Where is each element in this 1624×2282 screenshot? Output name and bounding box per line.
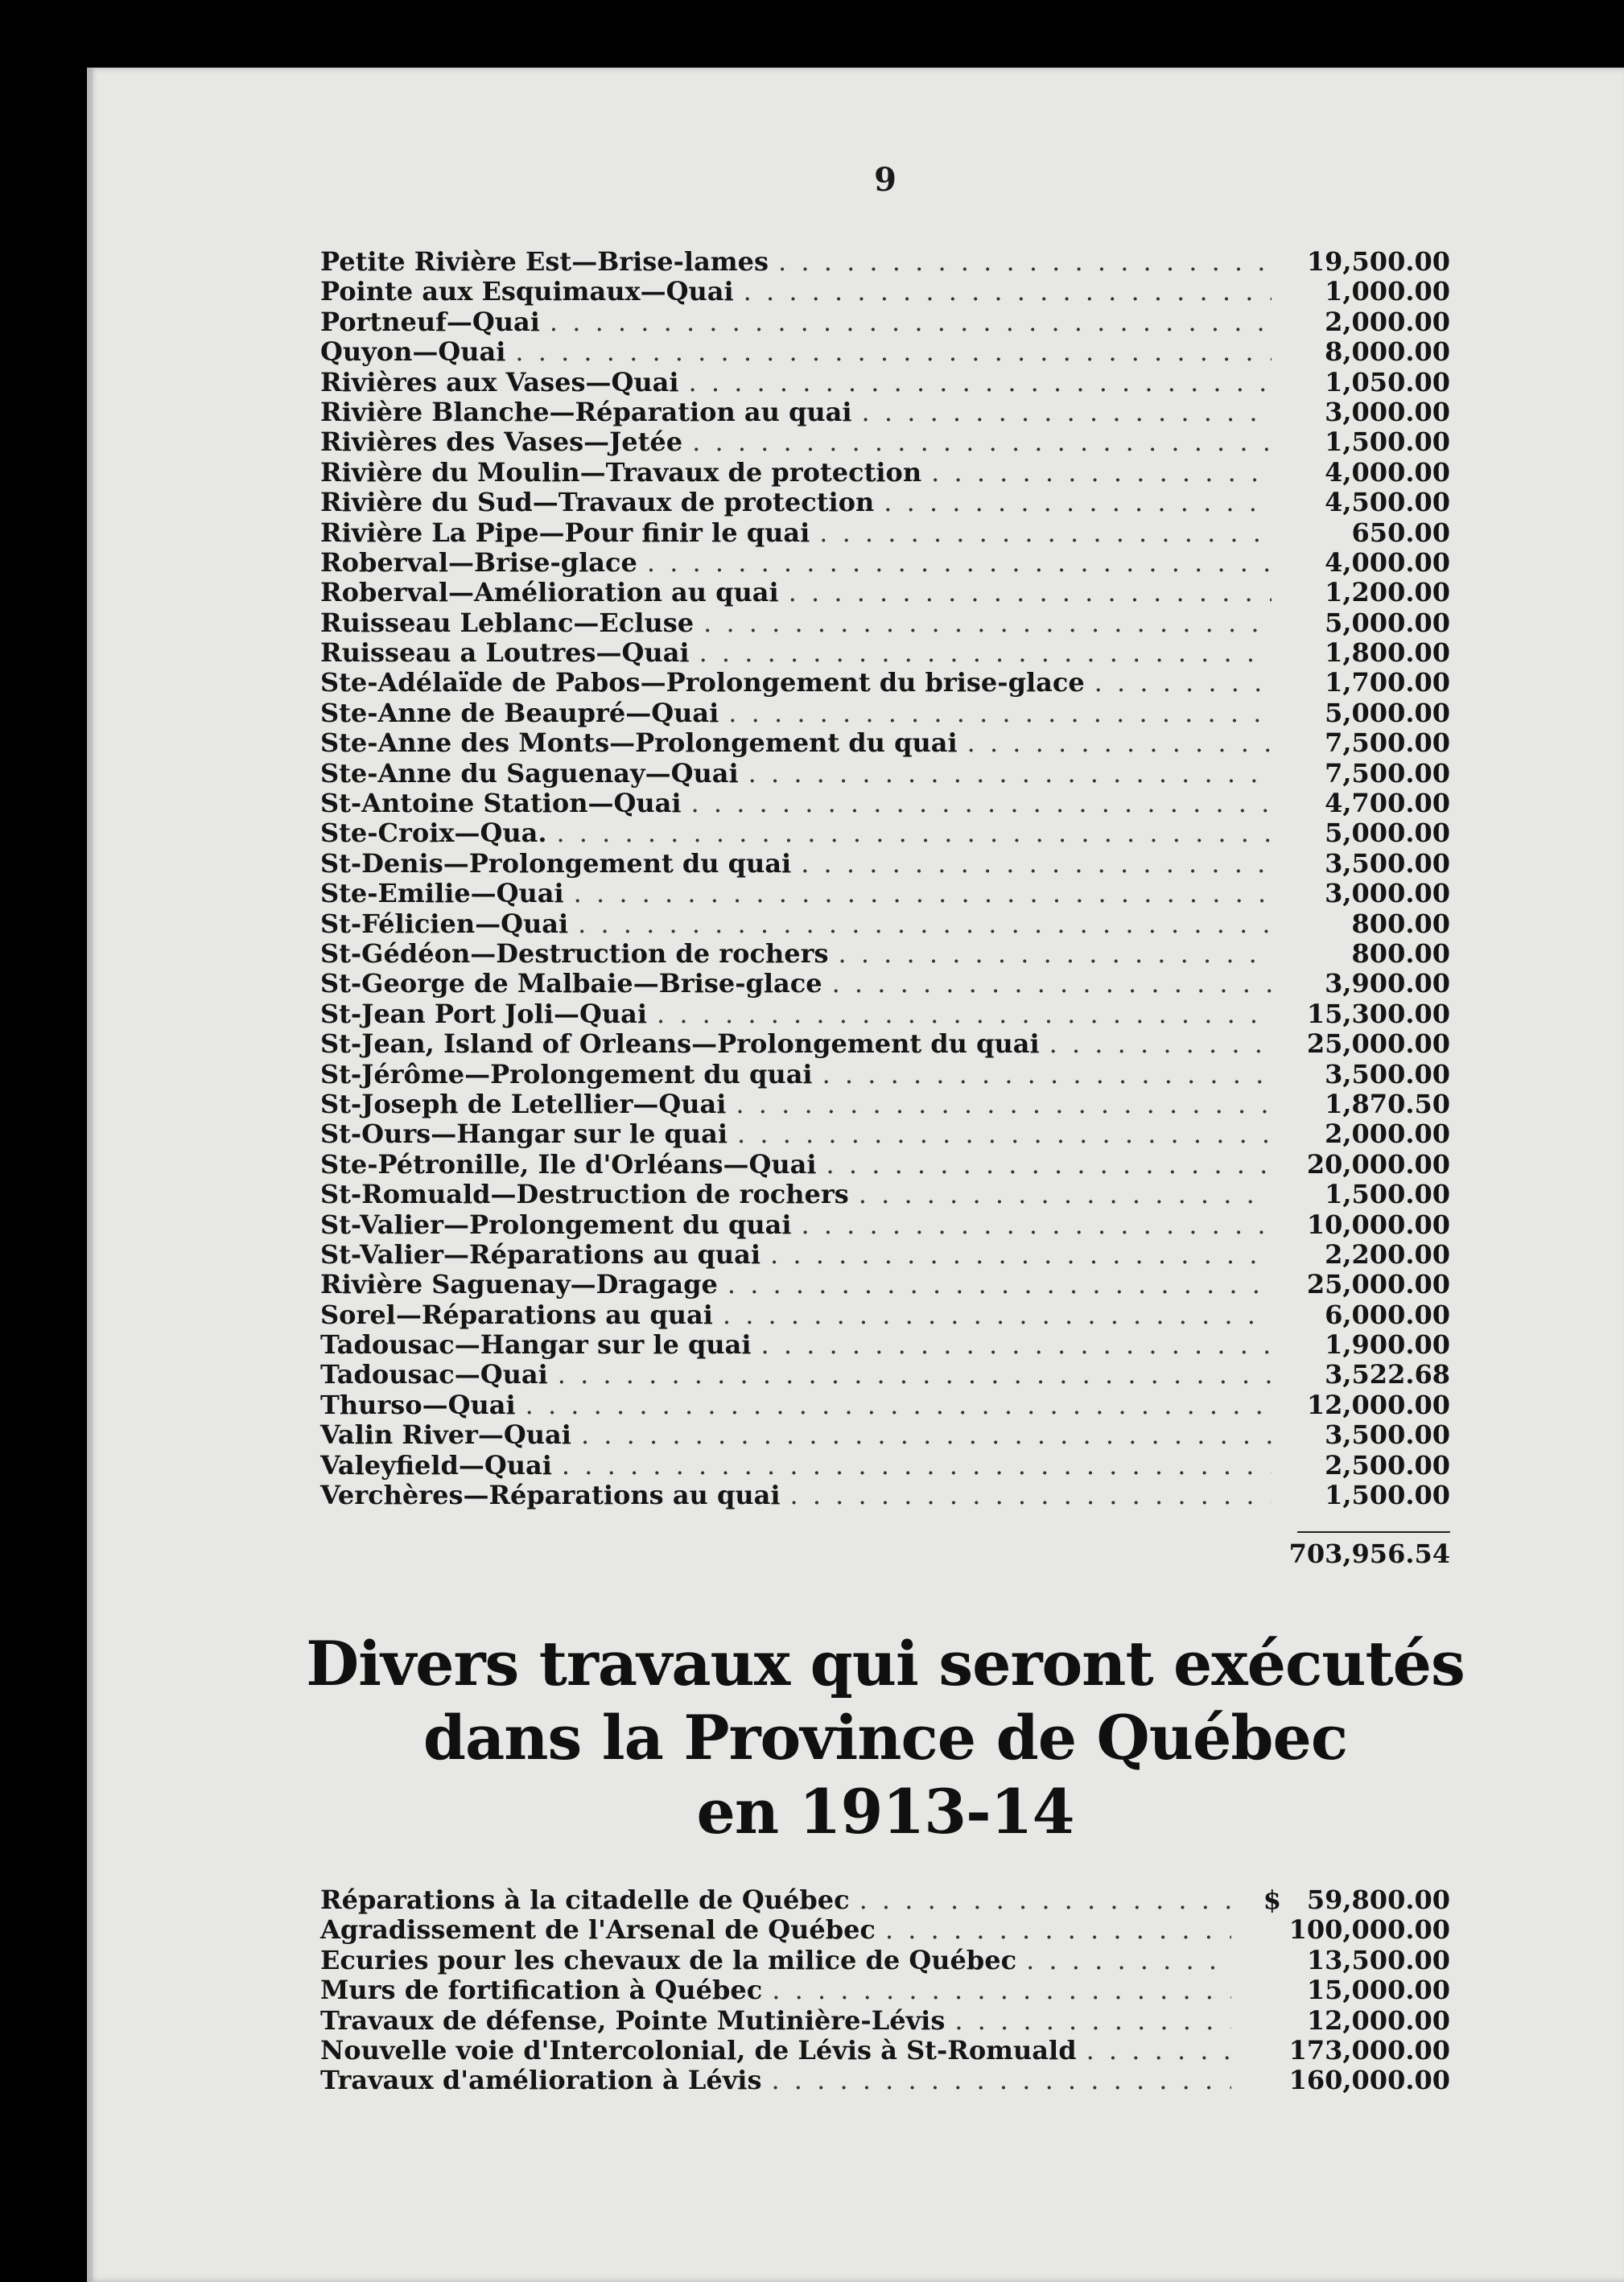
row-amount: 1,500.00 <box>1325 426 1450 458</box>
ledger-row <box>320 547 1450 577</box>
ledger-row <box>320 608 1450 637</box>
row-amount: 4,500.00 <box>1325 487 1450 518</box>
works-list <box>320 1885 1450 2095</box>
dot-leader <box>728 698 1272 728</box>
dot-leader <box>789 1480 1272 1510</box>
ledger-row <box>320 637 1450 667</box>
dot-leader <box>819 517 1272 548</box>
row-label: St-Romuald—Destruction de rochers <box>320 1179 849 1210</box>
row-label: Thurso—Quai <box>320 1389 516 1420</box>
dot-leader <box>801 848 1272 879</box>
dot-leader <box>578 908 1272 939</box>
dot-leader <box>826 1149 1272 1180</box>
row-label: St-Gédéon—Destruction de rochers <box>320 937 829 969</box>
ledger-row <box>320 1390 1450 1419</box>
dot-leader <box>1026 1945 1231 1975</box>
dot-leader <box>550 307 1272 337</box>
row-label: Roberval—Brise-glace <box>320 546 637 578</box>
ledger-row <box>320 1239 1450 1269</box>
row-label: Valeyfield—Quai <box>320 1449 552 1481</box>
dot-leader <box>723 1300 1272 1330</box>
row-amount: 20,000.00 <box>1306 1148 1450 1180</box>
ledger-row <box>320 848 1450 878</box>
dot-leader <box>689 367 1272 397</box>
row-amount: 7,500.00 <box>1325 727 1450 759</box>
ledger-row <box>320 2065 1450 2095</box>
ledger-row <box>320 1089 1450 1118</box>
dot-leader <box>647 547 1272 578</box>
ledger-row <box>320 1269 1450 1299</box>
row-label: Valin River—Quai <box>320 1419 571 1451</box>
row-amount: 1,200.00 <box>1325 577 1450 608</box>
row-amount: 5,000.00 <box>1325 818 1450 849</box>
dot-leader <box>657 999 1272 1029</box>
row-amount: 13,500.00 <box>1306 1944 1450 1975</box>
row-amount: 800.00 <box>1351 937 1450 969</box>
row-label: Rivière Blanche—Réparation au quai <box>320 396 852 427</box>
ledger-row <box>320 1419 1450 1449</box>
row-label: St-Jean, Island of Orleans—Prolongement du quai <box>320 1028 1040 1060</box>
dot-leader <box>859 1179 1272 1209</box>
row-label: Pointe aux Esquimaux—Quai <box>320 276 734 307</box>
ledger-row <box>320 517 1450 547</box>
row-amount: 2,200.00 <box>1325 1238 1450 1270</box>
row-label: Ste-Pétronille, Ile d'Orléans—Quai <box>320 1148 817 1180</box>
row-amount: 4,000.00 <box>1325 456 1450 488</box>
row-label: Ecuries pour les chevaux de la milice de Québec <box>320 1944 1017 1975</box>
ledger-row <box>320 1059 1450 1089</box>
row-label: Rivière La Pipe—Pour finir le quai <box>320 517 810 548</box>
row-label: Tadousac—Hangar sur le quai <box>320 1329 752 1361</box>
row-amount: 3,900.00 <box>1325 968 1450 999</box>
ledger-row <box>320 698 1450 727</box>
row-amount: 2,000.00 <box>1325 1118 1450 1150</box>
dot-leader <box>1086 2035 1231 2066</box>
row-label: Ste-Anne du Saguenay—Quai <box>320 757 739 789</box>
ledger-row <box>320 336 1450 366</box>
ledger-row <box>320 1209 1450 1239</box>
row-label: Portneuf—Quai <box>320 306 540 337</box>
row-label: Sorel—Réparations au quai <box>320 1299 713 1330</box>
ledger-row <box>320 1945 1450 1975</box>
ledger-row <box>320 878 1450 908</box>
ledger-row <box>320 758 1450 788</box>
dot-leader <box>778 246 1272 277</box>
dot-leader <box>737 1118 1272 1149</box>
dot-leader <box>581 1419 1272 1450</box>
heading-line-1: Divers travaux qui seront exécutés <box>306 1628 1465 1699</box>
dot-leader <box>691 788 1272 818</box>
dot-leader <box>801 1209 1272 1240</box>
row-label: Rivières des Vases—Jetée <box>320 426 683 458</box>
dot-leader <box>761 1329 1272 1360</box>
row-amount: 173,000.00 <box>1288 2034 1450 2066</box>
row-amount: 5,000.00 <box>1325 607 1450 638</box>
dot-leader <box>859 1885 1231 1915</box>
row-amount: 1,500.00 <box>1325 1480 1450 1511</box>
row-amount: 1,800.00 <box>1325 637 1450 669</box>
row-amount: 8,000.00 <box>1325 336 1450 368</box>
ledger-row <box>320 577 1450 607</box>
ledger-row <box>320 1480 1450 1510</box>
row-amount: 160,000.00 <box>1288 2065 1450 2096</box>
row-amount: 2,500.00 <box>1325 1449 1450 1481</box>
row-label: St-Félicien—Quai <box>320 908 569 939</box>
dot-leader <box>556 818 1272 848</box>
row-amount: 4,700.00 <box>1325 788 1450 819</box>
ledger-row <box>320 818 1450 847</box>
ledger-row <box>320 908 1450 938</box>
row-label: Rivière Saguenay—Dragage <box>320 1269 718 1300</box>
ledger-row <box>320 727 1450 757</box>
dot-leader <box>771 2065 1231 2095</box>
dot-leader <box>558 1359 1272 1390</box>
row-label: St-George de Malbaie—Brise-glace <box>320 968 822 999</box>
dot-leader <box>885 1914 1231 1945</box>
heading-line-2: dans la Province de Québec <box>422 1702 1348 1773</box>
dot-leader <box>838 938 1272 969</box>
dot-leader <box>692 426 1272 457</box>
row-label: St-Jean Port Joli—Quai <box>320 998 647 1029</box>
row-label: St-Joseph de Letellier—Quai <box>320 1088 727 1119</box>
row-label: Ste-Emilie—Quai <box>320 878 564 909</box>
row-currency: $ <box>1263 1885 1281 1915</box>
ledger-row <box>320 788 1450 818</box>
dot-leader <box>931 457 1272 488</box>
dot-leader <box>703 608 1272 638</box>
ledger-row <box>320 667 1450 697</box>
row-label: Verchères—Réparations au quai <box>320 1480 781 1511</box>
row-label: Petite Rivière Est—Brise-lames <box>320 246 769 277</box>
ledger-row <box>320 457 1450 487</box>
ledger-row <box>320 1885 1450 1914</box>
dot-leader <box>772 1975 1231 2005</box>
row-label: Ste-Adélaïde de Pabos—Prolongement du brise-glace <box>320 667 1085 698</box>
row-label: Ste-Anne des Monts—Prolongement du quai <box>320 727 958 759</box>
row-amount: 25,000.00 <box>1306 1269 1450 1300</box>
row-label: St-Denis—Prolongement du quai <box>320 847 792 879</box>
row-amount: 1,500.00 <box>1325 1179 1450 1210</box>
row-label: Travaux d'amélioration à Lévis <box>320 2065 762 2096</box>
row-label: St-Valier—Réparations au quai <box>320 1238 761 1270</box>
ledger-row <box>320 276 1450 306</box>
dot-leader <box>574 878 1272 908</box>
row-amount: 100,000.00 <box>1288 1914 1450 1946</box>
ledger-row <box>320 2035 1450 2065</box>
dot-leader <box>728 1269 1272 1300</box>
row-amount: 3,500.00 <box>1325 847 1450 879</box>
page-number: 9 <box>874 161 896 199</box>
dot-leader <box>744 276 1272 307</box>
row-label: Roberval—Amélioration au quai <box>320 577 779 608</box>
row-amount: 1,900.00 <box>1325 1329 1450 1361</box>
ledger-row <box>320 1914 1450 1944</box>
dot-leader <box>884 487 1272 517</box>
row-label: St-Ours—Hangar sur le quai <box>320 1118 728 1150</box>
row-amount: 15,000.00 <box>1306 1975 1450 2006</box>
section-heading <box>306 1627 1465 1849</box>
row-label: St-Antoine Station—Quai <box>320 788 682 819</box>
dot-leader <box>1049 1028 1272 1059</box>
row-amount: 3,500.00 <box>1325 1058 1450 1090</box>
dot-leader <box>789 577 1272 608</box>
dot-leader <box>748 758 1272 789</box>
ledger-row <box>320 1975 1450 2004</box>
row-amount: 5,000.00 <box>1325 697 1450 728</box>
row-label: Rivière du Moulin—Travaux de protection <box>320 456 922 488</box>
dot-leader <box>862 397 1272 427</box>
ledger-row <box>320 1450 1450 1480</box>
row-amount: 10,000.00 <box>1306 1209 1450 1240</box>
row-amount: 15,300.00 <box>1306 998 1450 1029</box>
ledger-row <box>320 1300 1450 1329</box>
ledger-row <box>320 1149 1450 1179</box>
row-label: Ruisseau a Loutres—Quai <box>320 637 690 669</box>
row-amount: 1,050.00 <box>1325 366 1450 397</box>
total-rule <box>1297 1531 1450 1533</box>
row-label: Rivières aux Vases—Quai <box>320 366 679 397</box>
heading-line-3: en 1913-14 <box>696 1776 1074 1847</box>
dot-leader <box>1094 667 1272 698</box>
row-amount: 1,870.50 <box>1325 1088 1450 1119</box>
row-label: Rivière du Sud—Travaux de protection <box>320 487 875 518</box>
dot-leader <box>967 727 1272 758</box>
row-amount: 6,000.00 <box>1325 1299 1450 1330</box>
ledger-row <box>320 1329 1450 1359</box>
row-amount: 800.00 <box>1351 908 1450 939</box>
ledger-row <box>320 1028 1450 1058</box>
row-amount: 7,500.00 <box>1325 757 1450 789</box>
ledger-row <box>320 938 1450 968</box>
dot-leader <box>562 1450 1272 1481</box>
row-label: Nouvelle voie d'Intercolonial, de Lévis à St-Romuald <box>320 2034 1077 2066</box>
row-label: St-Jérôme—Prolongement du quai <box>320 1058 813 1090</box>
row-amount: 3,000.00 <box>1325 396 1450 427</box>
dot-leader <box>736 1089 1272 1119</box>
appropriations-list <box>320 246 1450 1510</box>
row-amount: 1,000.00 <box>1325 276 1450 307</box>
row-label: Travaux de défense, Pointe Mutinière-Lévis <box>320 2004 946 2036</box>
dot-leader <box>822 1059 1272 1090</box>
row-amount: 12,000.00 <box>1306 1389 1450 1420</box>
ledger-row <box>320 307 1450 336</box>
row-amount: 12,000.00 <box>1306 2004 1450 2036</box>
row-label: Agradissement de l'Arsenal de Québec <box>320 1914 876 1946</box>
row-amount: 3,522.68 <box>1325 1359 1450 1390</box>
row-label: Ste-Croix—Qua. <box>320 818 547 849</box>
ledger-row <box>320 397 1450 426</box>
page-edge <box>91 68 93 2282</box>
dot-leader <box>832 968 1272 999</box>
ledger-row <box>320 367 1450 397</box>
ledger-row <box>320 1179 1450 1209</box>
row-amount: 59,800.00 <box>1306 1885 1450 1915</box>
ledger-row <box>320 487 1450 517</box>
row-amount: 3,500.00 <box>1325 1419 1450 1451</box>
ledger-row <box>320 968 1450 998</box>
row-amount: 1,700.00 <box>1325 667 1450 698</box>
dot-leader <box>770 1239 1272 1270</box>
ledger-row <box>320 1359 1450 1389</box>
ledger-row <box>320 2005 1450 2035</box>
total-amount: 703,956.54 <box>1288 1538 1450 1569</box>
dot-leader <box>954 2005 1231 2036</box>
row-amount: 650.00 <box>1351 517 1450 548</box>
ledger-row <box>320 426 1450 456</box>
row-label: Ste-Anne de Beaupré—Quai <box>320 697 719 728</box>
row-label: Ruisseau Leblanc—Ecluse <box>320 607 695 638</box>
row-label: Quyon—Quai <box>320 336 506 368</box>
ledger-row <box>320 1118 1450 1148</box>
row-amount: 25,000.00 <box>1306 1028 1450 1060</box>
row-label: Murs de fortification à Québec <box>320 1975 763 2006</box>
dot-leader <box>526 1390 1272 1420</box>
row-label: St-Valier—Prolongement du quai <box>320 1209 792 1240</box>
ledger-row <box>320 246 1450 276</box>
dot-leader <box>699 637 1272 668</box>
row-amount: 4,000.00 <box>1325 546 1450 578</box>
row-amount: 2,000.00 <box>1325 306 1450 337</box>
dot-leader <box>515 336 1272 367</box>
ledger-row <box>320 999 1450 1028</box>
row-label: Réparations à la citadelle de Québec <box>320 1885 850 1915</box>
row-label: Tadousac—Quai <box>320 1359 548 1390</box>
row-amount: 19,500.00 <box>1306 246 1450 277</box>
row-amount: 3,000.00 <box>1325 878 1450 909</box>
